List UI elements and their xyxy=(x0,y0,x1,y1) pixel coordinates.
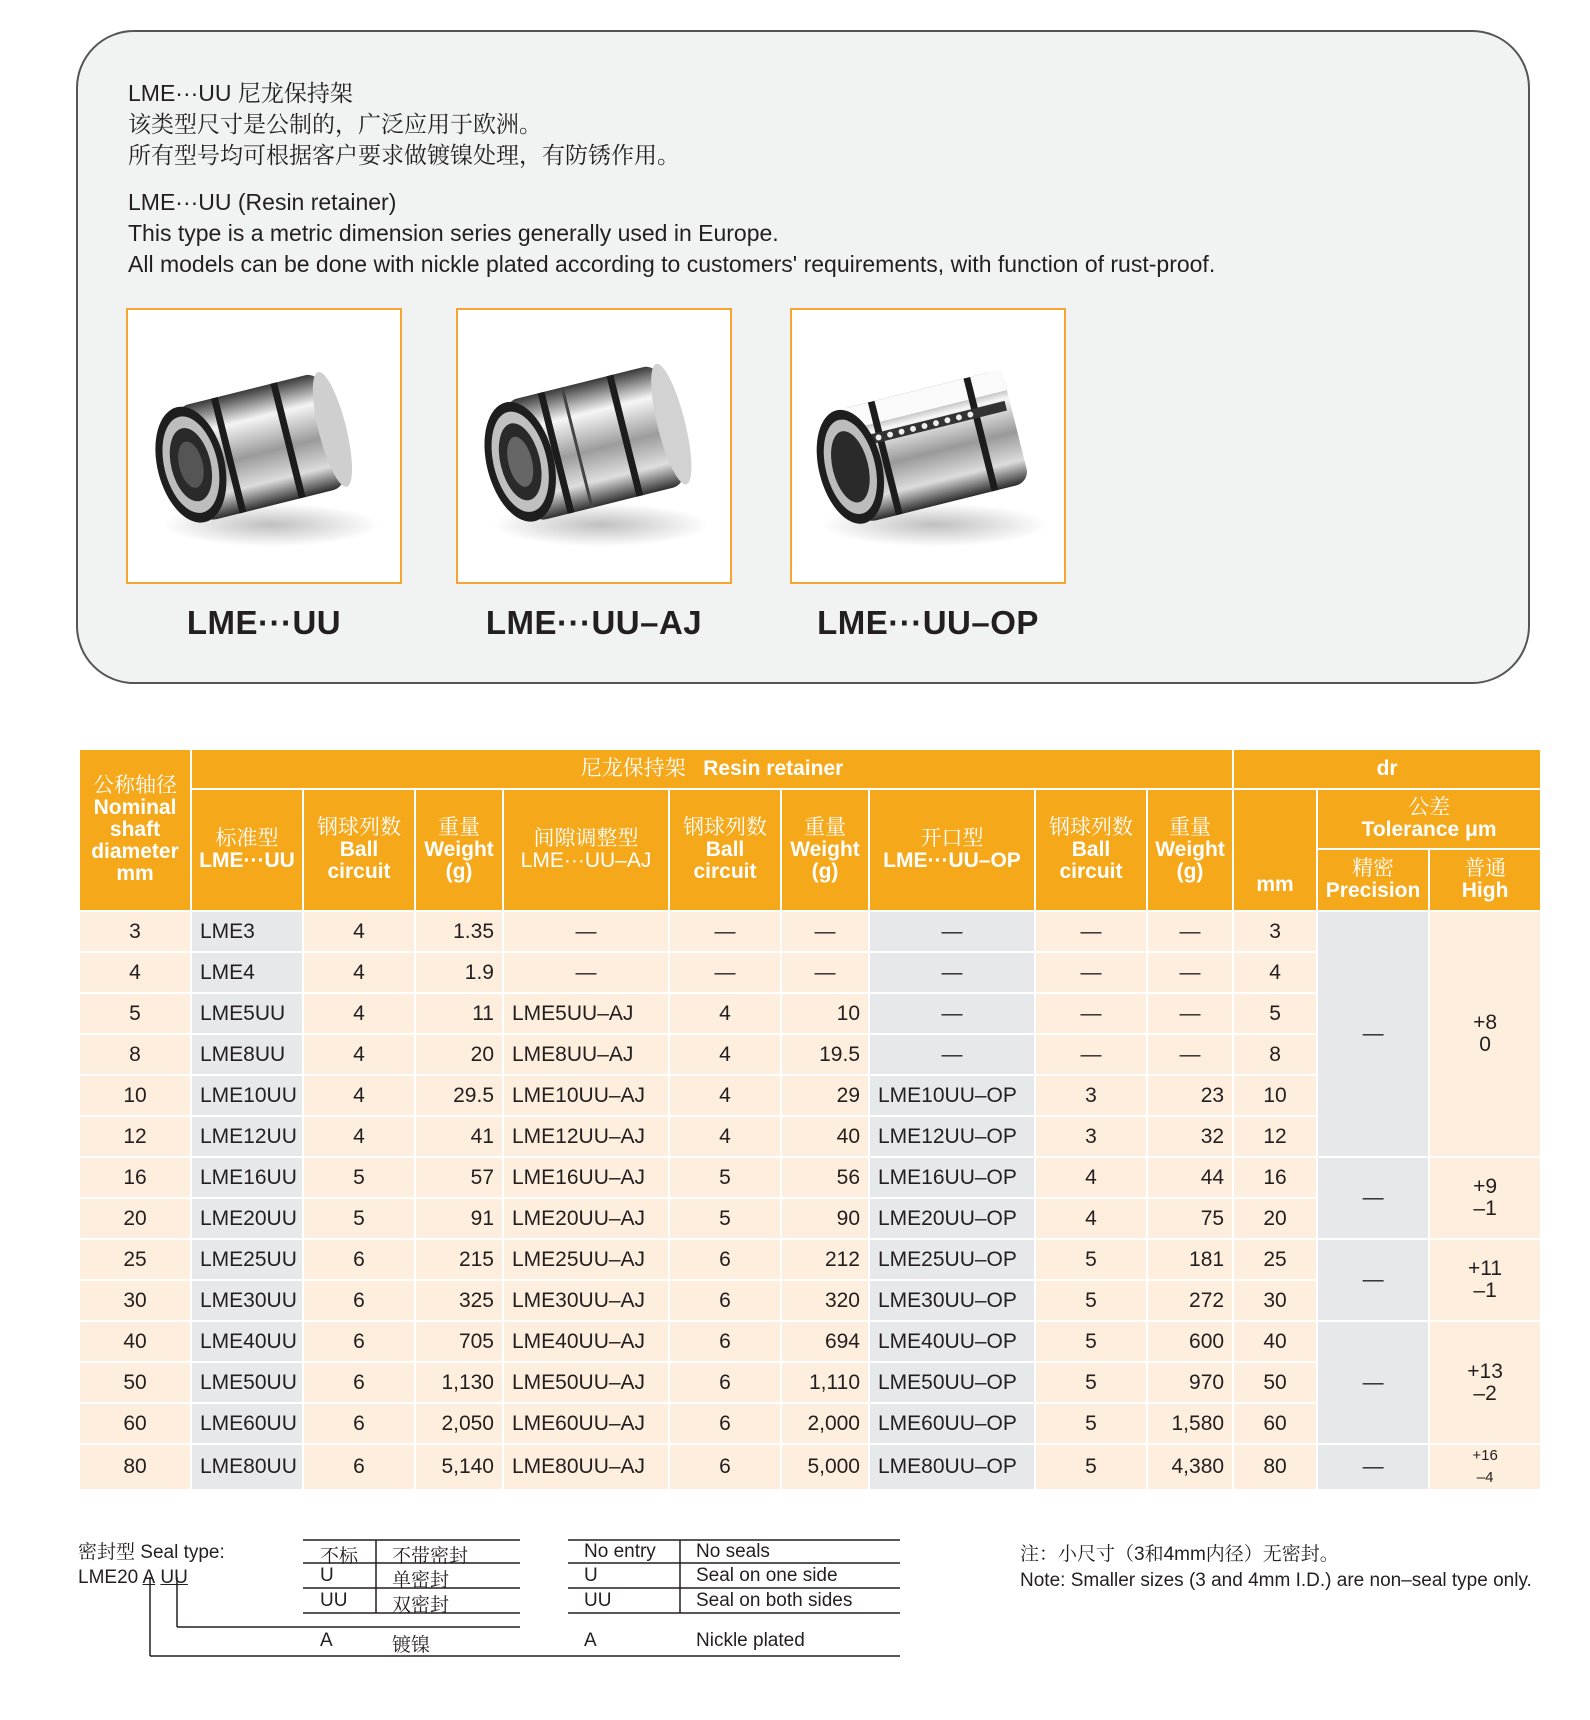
cell-std-ball: 6 xyxy=(303,1403,415,1444)
cell-aj-ball: 6 xyxy=(669,1280,781,1321)
cell-std-ball: 5 xyxy=(303,1157,415,1198)
product-photo-uu-op xyxy=(790,308,1066,584)
cell-aj-ball: 4 xyxy=(669,1034,781,1075)
cell-op-model: LME50UU–OP xyxy=(869,1362,1035,1403)
cell-shaft-dia: 60 xyxy=(79,1403,191,1444)
cell-aj-weight: 5,000 xyxy=(781,1444,869,1490)
cell-dr-mm: 5 xyxy=(1233,993,1317,1034)
cell-aj-ball: 6 xyxy=(669,1403,781,1444)
cell-shaft-dia: 80 xyxy=(79,1444,191,1490)
cell-op-model: — xyxy=(869,911,1035,952)
cell-aj-model: — xyxy=(503,952,669,993)
cell-std-weight: 215 xyxy=(415,1239,503,1280)
cell-std-weight: 91 xyxy=(415,1198,503,1239)
cell-op-model: LME16UU–OP xyxy=(869,1157,1035,1198)
cell-aj-ball: 4 xyxy=(669,993,781,1034)
high-lower: –1 xyxy=(1473,1279,1497,1302)
cell-std-model: LME25UU xyxy=(191,1239,303,1280)
seal-caption: 密封型 Seal type: LME20 A UU xyxy=(78,1542,225,1588)
cell-aj-ball: 4 xyxy=(669,1116,781,1157)
cell-aj-ball: 6 xyxy=(669,1444,781,1490)
cell-shaft-dia: 10 xyxy=(79,1075,191,1116)
cell-op-model: LME12UU–OP xyxy=(869,1116,1035,1157)
cell-op-weight: 600 xyxy=(1147,1321,1233,1362)
cell-std-model: LME5UU xyxy=(191,993,303,1034)
cell-std-weight: 57 xyxy=(415,1157,503,1198)
seal-en-desc-2: Seal on one side xyxy=(696,1565,838,1586)
seal-code: LME20 A UU xyxy=(78,1567,188,1588)
high-upper: +11 xyxy=(1468,1257,1503,1280)
cell-std-ball: 4 xyxy=(303,911,415,952)
cell-op-weight: 181 xyxy=(1147,1239,1233,1280)
cell-op-ball: 4 xyxy=(1035,1198,1147,1239)
cell-std-weight: 11 xyxy=(415,993,503,1034)
cell-op-weight: 4,380 xyxy=(1147,1444,1233,1490)
seal-cn-desc-3: 双密封 xyxy=(392,1595,450,1616)
cell-aj-ball: 6 xyxy=(669,1321,781,1362)
cell-std-model: LME12UU xyxy=(191,1116,303,1157)
cell-aj-model: LME80UU–AJ xyxy=(503,1444,669,1490)
cell-op-weight: 75 xyxy=(1147,1198,1233,1239)
cell-aj-model: LME50UU–AJ xyxy=(503,1362,669,1403)
cell-std-ball: 4 xyxy=(303,1034,415,1075)
seal-cn-code-3: UU xyxy=(320,1590,348,1611)
cell-shaft-dia: 25 xyxy=(79,1239,191,1280)
cell-aj-weight: 212 xyxy=(781,1239,869,1280)
cell-op-ball: 4 xyxy=(1035,1157,1147,1198)
cell-shaft-dia: 16 xyxy=(79,1157,191,1198)
cell-aj-model: LME16UU–AJ xyxy=(503,1157,669,1198)
header-ball-circuit-std: 钢球列数 Ball circuit xyxy=(303,789,415,911)
intro-en-line-1: LME···UU (Resin retainer) xyxy=(128,189,397,215)
cell-aj-weight: 2,000 xyxy=(781,1403,869,1444)
high-lower: –1 xyxy=(1473,1197,1497,1220)
cell-dr-mm: 60 xyxy=(1233,1403,1317,1444)
cell-dr-mm: 50 xyxy=(1233,1362,1317,1403)
cell-std-ball: 6 xyxy=(303,1239,415,1280)
cell-std-weight: 2,050 xyxy=(415,1403,503,1444)
cell-dr-mm: 16 xyxy=(1233,1157,1317,1198)
seal-en-desc-4: Nickle plated xyxy=(696,1630,805,1651)
high-lower: –2 xyxy=(1473,1381,1497,1405)
cell-op-ball: 5 xyxy=(1035,1321,1147,1362)
cell-dr-mm: 4 xyxy=(1233,952,1317,993)
seal-en-desc-1: No seals xyxy=(696,1541,770,1562)
header-high: 普通 High xyxy=(1429,849,1541,911)
cell-aj-model: LME40UU–AJ xyxy=(503,1321,669,1362)
product-label-uu: LME···UU xyxy=(186,604,342,641)
cell-op-ball: 5 xyxy=(1035,1280,1147,1321)
cell-aj-model: LME30UU–AJ xyxy=(503,1280,669,1321)
cell-shaft-dia: 50 xyxy=(79,1362,191,1403)
cell-op-ball: — xyxy=(1035,911,1147,952)
cell-shaft-dia: 4 xyxy=(79,952,191,993)
cell-precision: — xyxy=(1317,1239,1429,1321)
cell-high xyxy=(1429,1157,1541,1239)
cell-aj-ball: — xyxy=(669,952,781,993)
seal-cn-desc-2: 单密封 xyxy=(392,1570,450,1591)
cell-op-ball: — xyxy=(1035,952,1147,993)
table-row xyxy=(79,1239,1541,1280)
cell-dr-mm: 12 xyxy=(1233,1116,1317,1157)
cell-high xyxy=(1429,1321,1541,1444)
high-lower: 0 xyxy=(1479,1033,1491,1056)
header-tolerance: 公差 Tolerance μm xyxy=(1317,789,1541,849)
cell-aj-model: LME5UU–AJ xyxy=(503,993,669,1034)
header-weight-std: 重量 Weight (g) xyxy=(415,789,503,911)
cell-std-model: LME10UU xyxy=(191,1075,303,1116)
cell-precision: — xyxy=(1317,1321,1429,1444)
intro-en-line-3: All models can be done with nickle plated according to customers' requirements, with function of rust-proof. xyxy=(128,251,1216,277)
cell-op-ball: 5 xyxy=(1035,1403,1147,1444)
intro-en-line-2: This type is a metric dimension series generally used in Europe. xyxy=(128,220,779,246)
cell-aj-model: LME60UU–AJ xyxy=(503,1403,669,1444)
spec-table xyxy=(78,748,1542,1491)
cell-op-weight: 1,580 xyxy=(1147,1403,1233,1444)
footnote-cn: 注：小尺寸（3和4mm内径）无密封。 xyxy=(1020,1544,1339,1565)
cell-op-weight: 970 xyxy=(1147,1362,1233,1403)
cell-std-model: LME80UU xyxy=(191,1444,303,1490)
header-aj-type: 间隙调整型 LME···UU–AJ xyxy=(503,789,669,911)
header-precision: 精密 Precision xyxy=(1317,849,1429,911)
header-op-type: 开口型 LME···UU–OP xyxy=(869,789,1035,911)
header-dr-mm: mm xyxy=(1233,789,1317,911)
cell-shaft-dia: 3 xyxy=(79,911,191,952)
cell-op-weight: 32 xyxy=(1147,1116,1233,1157)
cell-aj-model: — xyxy=(503,911,669,952)
high-upper: +16 xyxy=(1472,1447,1498,1464)
cell-std-weight: 1.9 xyxy=(415,952,503,993)
cell-high xyxy=(1429,1444,1541,1490)
cell-precision: — xyxy=(1317,911,1429,1157)
cell-op-model: LME10UU–OP xyxy=(869,1075,1035,1116)
cell-dr-mm: 30 xyxy=(1233,1280,1317,1321)
cell-aj-model: LME20UU–AJ xyxy=(503,1198,669,1239)
cell-std-ball: 6 xyxy=(303,1321,415,1362)
cell-std-ball: 6 xyxy=(303,1280,415,1321)
cell-aj-model: LME12UU–AJ xyxy=(503,1116,669,1157)
cell-std-model: LME50UU xyxy=(191,1362,303,1403)
seal-en-code-4: A xyxy=(584,1630,597,1651)
header-weight-op: 重量 Weight (g) xyxy=(1147,789,1233,911)
cell-std-weight: 20 xyxy=(415,1034,503,1075)
seal-cn-desc-4: 镀镍 xyxy=(392,1635,431,1656)
cell-op-ball: — xyxy=(1035,993,1147,1034)
cell-op-ball: 3 xyxy=(1035,1075,1147,1116)
cell-op-model: — xyxy=(869,993,1035,1034)
cell-op-weight: — xyxy=(1147,993,1233,1034)
seal-en-code-1: No entry xyxy=(584,1541,656,1562)
cell-op-weight: — xyxy=(1147,952,1233,993)
intro-cn-line-1: LME···UU 尼龙保持架 xyxy=(128,80,353,106)
table-row xyxy=(79,1444,1541,1490)
cell-std-weight: 5,140 xyxy=(415,1444,503,1490)
table-row xyxy=(79,1157,1541,1198)
cell-aj-weight: 694 xyxy=(781,1321,869,1362)
seal-cn-code-2: U xyxy=(320,1565,334,1586)
high-upper: +8 xyxy=(1473,1011,1498,1034)
cell-std-model: LME4 xyxy=(191,952,303,993)
header-ball-circuit-aj: 钢球列数 Ball circuit xyxy=(669,789,781,911)
cell-aj-weight: 29 xyxy=(781,1075,869,1116)
cell-high xyxy=(1429,911,1541,1157)
cell-op-ball: — xyxy=(1035,1034,1147,1075)
cell-std-model: LME3 xyxy=(191,911,303,952)
cell-op-ball: 3 xyxy=(1035,1116,1147,1157)
cell-shaft-dia: 5 xyxy=(79,993,191,1034)
cell-std-ball: 6 xyxy=(303,1444,415,1490)
cell-op-model: LME40UU–OP xyxy=(869,1321,1035,1362)
cell-aj-weight: 56 xyxy=(781,1157,869,1198)
cell-aj-weight: 40 xyxy=(781,1116,869,1157)
cell-dr-mm: 8 xyxy=(1233,1034,1317,1075)
cell-std-weight: 41 xyxy=(415,1116,503,1157)
cell-op-model: — xyxy=(869,952,1035,993)
cell-std-model: LME20UU xyxy=(191,1198,303,1239)
cell-op-ball: 5 xyxy=(1035,1444,1147,1490)
cell-aj-weight: 320 xyxy=(781,1280,869,1321)
cell-std-weight: 29.5 xyxy=(415,1075,503,1116)
header-dr: dr xyxy=(1233,749,1541,789)
cell-shaft-dia: 40 xyxy=(79,1321,191,1362)
cell-std-model: LME60UU xyxy=(191,1403,303,1444)
cell-shaft-dia: 8 xyxy=(79,1034,191,1075)
cell-aj-ball: — xyxy=(669,911,781,952)
cell-std-model: LME16UU xyxy=(191,1157,303,1198)
cell-aj-weight: 10 xyxy=(781,993,869,1034)
table-row xyxy=(79,1321,1541,1362)
seal-cn-code-1: 不标 xyxy=(320,1546,359,1567)
cell-std-ball: 4 xyxy=(303,993,415,1034)
cell-op-model: LME25UU–OP xyxy=(869,1239,1035,1280)
cell-dr-mm: 80 xyxy=(1233,1444,1317,1490)
cell-std-model: LME40UU xyxy=(191,1321,303,1362)
intro-cn-line-2: 该类型尺寸是公制的，广泛应用于欧洲。 xyxy=(128,111,542,137)
seal-en-code-3: UU xyxy=(584,1590,612,1611)
cell-std-weight: 1,130 xyxy=(415,1362,503,1403)
cell-std-weight: 705 xyxy=(415,1321,503,1362)
cell-std-weight: 325 xyxy=(415,1280,503,1321)
product-label-uu-op: LME···UU–OP xyxy=(817,604,1039,641)
cell-std-ball: 5 xyxy=(303,1198,415,1239)
product-photo-uu xyxy=(126,308,402,584)
header-standard-type: 标准型 LME···UU xyxy=(191,789,303,911)
intro-panel xyxy=(76,30,1530,684)
cell-op-ball: 5 xyxy=(1035,1239,1147,1280)
cell-precision: — xyxy=(1317,1157,1429,1239)
cell-aj-weight: 1,110 xyxy=(781,1362,869,1403)
high-upper: +9 xyxy=(1473,1175,1498,1198)
cell-op-weight: 44 xyxy=(1147,1157,1233,1198)
cell-high xyxy=(1429,1239,1541,1321)
intro-text xyxy=(128,78,1215,280)
product-photo-uu-aj xyxy=(456,308,732,584)
footnote-en: Note: Smaller sizes (3 and 4mm I.D.) are non–seal type only. xyxy=(1020,1570,1532,1591)
cell-shaft-dia: 20 xyxy=(79,1198,191,1239)
cell-aj-weight: 19.5 xyxy=(781,1034,869,1075)
cell-op-model: LME60UU–OP xyxy=(869,1403,1035,1444)
cell-aj-weight: — xyxy=(781,911,869,952)
cell-shaft-dia: 30 xyxy=(79,1280,191,1321)
table-row xyxy=(79,911,1541,952)
cell-op-weight: — xyxy=(1147,1034,1233,1075)
cell-op-weight: 272 xyxy=(1147,1280,1233,1321)
high-lower: –4 xyxy=(1476,1469,1494,1486)
cell-dr-mm: 25 xyxy=(1233,1239,1317,1280)
cell-std-model: LME8UU xyxy=(191,1034,303,1075)
cell-std-ball: 4 xyxy=(303,952,415,993)
cell-dr-mm: 3 xyxy=(1233,911,1317,952)
cell-op-model: LME30UU–OP xyxy=(869,1280,1035,1321)
cell-precision: — xyxy=(1317,1444,1429,1490)
cell-dr-mm: 40 xyxy=(1233,1321,1317,1362)
high-upper: +13 xyxy=(1467,1359,1503,1383)
cell-aj-model: LME10UU–AJ xyxy=(503,1075,669,1116)
cell-aj-ball: 5 xyxy=(669,1157,781,1198)
product-label-uu-aj: LME···UU–AJ xyxy=(485,604,703,641)
cell-aj-model: LME8UU–AJ xyxy=(503,1034,669,1075)
cell-aj-ball: 6 xyxy=(669,1362,781,1403)
seal-cn-desc-1: 不带密封 xyxy=(392,1546,469,1567)
cell-op-ball: 5 xyxy=(1035,1362,1147,1403)
cell-op-model: LME20UU–OP xyxy=(869,1198,1035,1239)
cell-aj-ball: 5 xyxy=(669,1198,781,1239)
cell-dr-mm: 20 xyxy=(1233,1198,1317,1239)
cell-aj-ball: 4 xyxy=(669,1075,781,1116)
cell-op-model: — xyxy=(869,1034,1035,1075)
cell-std-ball: 4 xyxy=(303,1116,415,1157)
cell-std-model: LME30UU xyxy=(191,1280,303,1321)
cell-dr-mm: 10 xyxy=(1233,1075,1317,1116)
header-nominal: 公称轴径 Nominal shaft diameter mm xyxy=(79,749,191,911)
cell-aj-model: LME25UU–AJ xyxy=(503,1239,669,1280)
seal-cn-code-4: A xyxy=(320,1630,333,1651)
header-weight-aj: 重量 Weight (g) xyxy=(781,789,869,911)
cell-shaft-dia: 12 xyxy=(79,1116,191,1157)
cell-std-ball: 6 xyxy=(303,1362,415,1403)
header-resin-retainer: 尼龙保持架 Resin retainer xyxy=(191,749,1233,789)
cell-op-weight: — xyxy=(1147,911,1233,952)
cell-op-weight: 23 xyxy=(1147,1075,1233,1116)
cell-aj-weight: 90 xyxy=(781,1198,869,1239)
seal-en-desc-3: Seal on both sides xyxy=(696,1590,853,1611)
header-ball-circuit-op: 钢球列数 Ball circuit xyxy=(1035,789,1147,911)
cell-std-weight: 1.35 xyxy=(415,911,503,952)
intro-cn-line-3: 所有型号均可根据客户要求做镀镍处理，有防锈作用。 xyxy=(128,142,680,168)
seal-en-code-2: U xyxy=(584,1565,598,1586)
cell-aj-weight: — xyxy=(781,952,869,993)
cell-op-model: LME80UU–OP xyxy=(869,1444,1035,1490)
cell-aj-ball: 6 xyxy=(669,1239,781,1280)
cell-std-ball: 4 xyxy=(303,1075,415,1116)
footnote xyxy=(1020,1542,1532,1594)
